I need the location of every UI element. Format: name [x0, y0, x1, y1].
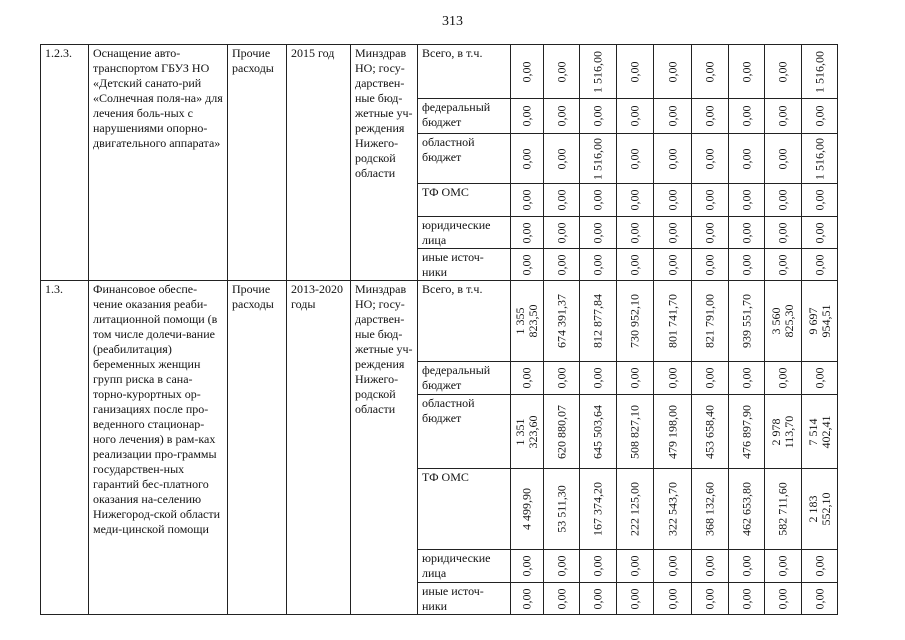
amount-cell	[802, 99, 838, 134]
amount-value: 0,00	[519, 367, 534, 389]
amount-value: 0,00	[590, 189, 605, 211]
amount-value: 0,00	[739, 222, 753, 243]
amount-value: 582 711,60	[775, 482, 790, 536]
amount-cell	[765, 184, 802, 217]
amount-cell	[580, 134, 617, 184]
amount-value: 2 978 113,70	[769, 415, 796, 448]
funding-source: иные источ-ники	[418, 583, 511, 615]
funding-source: областной бюджет	[418, 395, 511, 469]
amount-cell	[511, 395, 544, 469]
amount-value: 0,00	[519, 189, 534, 211]
amount-cell	[511, 281, 544, 362]
amount-cell	[580, 395, 617, 469]
amount-value: 0,00	[812, 189, 826, 211]
amount-value: 0,00	[665, 254, 679, 275]
amount-cell	[511, 184, 544, 217]
amount-value: 0,00	[739, 105, 753, 127]
amount-cell	[654, 134, 692, 184]
amount-value: 801 741,70	[665, 294, 679, 348]
amount-cell	[544, 362, 580, 395]
measure-name: Финансовое обеспе-чение оказания реаби-литационной помощи (в том числе долечи-вание (реабилитация) беременных женщин групп риска в сана-торно-курортных ор-ганизациях после про-веденного стационар-ного лечения) в рам-ках реализации про-граммы государствен-ных гарантий бес-платного оказания на-селению Нижегород-ской области меди-цинской помощи	[89, 281, 228, 615]
amount-value: 476 897,90	[739, 404, 753, 459]
amount-value: 0,00	[702, 254, 717, 275]
amount-cell	[617, 249, 654, 281]
amount-value: 0,00	[739, 367, 753, 389]
amount-cell	[802, 469, 838, 550]
amount-value: 0,00	[665, 61, 679, 82]
amount-value: 0,00	[702, 222, 717, 243]
amount-value: 0,00	[554, 254, 568, 275]
funding-source: областной бюджет	[418, 134, 511, 184]
amount-value: 0,00	[590, 222, 605, 243]
amount-value: 0,00	[665, 367, 679, 389]
amount-value: 0,00	[590, 555, 605, 577]
amount-cell	[617, 281, 654, 362]
amount-cell	[580, 550, 617, 583]
amount-cell	[580, 281, 617, 362]
funding-source: ТФ ОМС	[418, 184, 511, 217]
period: 2015 год	[287, 45, 351, 281]
amount-cell	[617, 583, 654, 615]
amount-cell	[511, 249, 544, 281]
amount-value: 0,00	[665, 148, 679, 169]
amount-cell	[580, 217, 617, 249]
amount-value: 4 499,90	[519, 488, 534, 530]
amount-value: 674 391,37	[554, 294, 568, 348]
amount-value: 0,00	[554, 555, 568, 577]
amount-cell	[654, 362, 692, 395]
measure-name: Оснащение авто-транспортом ГБУЗ НО «Детский санато-рий «Солнечная поля-на» для лечения боль-ных с нарушениями опорно-двигательного аппарата»	[89, 45, 228, 281]
amount-cell	[654, 583, 692, 615]
amount-value: 0,00	[702, 105, 717, 127]
amount-cell	[692, 395, 729, 469]
amount-value: 0,00	[627, 189, 642, 211]
amount-cell	[617, 362, 654, 395]
amount-value: 0,00	[519, 254, 534, 275]
amount-cell	[654, 469, 692, 550]
amount-value: 0,00	[665, 555, 679, 577]
amount-value: 0,00	[519, 588, 534, 609]
amount-value: 0,00	[702, 555, 717, 577]
funding-source: иные источ-ники	[418, 249, 511, 281]
amount-value: 0,00	[519, 61, 534, 82]
amount-cell	[580, 583, 617, 615]
amount-value: 0,00	[627, 105, 642, 127]
amount-value: 0,00	[739, 189, 753, 211]
row-code: 1.3.	[41, 281, 89, 615]
amount-cell	[765, 362, 802, 395]
amount-value: 0,00	[627, 61, 642, 82]
amount-cell	[544, 99, 580, 134]
amount-value: 167 374,20	[590, 482, 605, 536]
amount-cell	[729, 469, 765, 550]
amount-cell	[729, 583, 765, 615]
amount-cell	[617, 134, 654, 184]
amount-value: 0,00	[702, 61, 717, 82]
amount-cell	[544, 45, 580, 99]
amount-cell	[692, 99, 729, 134]
funding-source: юридические лица	[418, 550, 511, 583]
amount-cell	[802, 362, 838, 395]
amount-value: 0,00	[739, 555, 753, 577]
amount-cell	[765, 249, 802, 281]
funding-source: федеральный бюджет	[418, 362, 511, 395]
amount-cell	[802, 45, 838, 99]
amount-value: 0,00	[702, 148, 717, 169]
amount-cell	[729, 395, 765, 469]
amount-cell	[544, 395, 580, 469]
amount-value: 0,00	[554, 588, 568, 609]
table-row	[41, 281, 838, 362]
amount-cell	[617, 45, 654, 99]
amount-cell	[544, 249, 580, 281]
amount-value: 1 355 823,50	[513, 304, 540, 338]
amount-value: 1 516,00	[812, 137, 826, 180]
amount-cell	[802, 395, 838, 469]
amount-value: 0,00	[665, 189, 679, 211]
amount-cell	[802, 281, 838, 362]
amount-value: 0,00	[554, 222, 568, 243]
amount-cell	[765, 281, 802, 362]
page-number: 313	[442, 14, 463, 29]
funding-source: федеральный бюджет	[418, 99, 511, 134]
amount-cell	[802, 583, 838, 615]
amount-value: 0,00	[519, 555, 534, 577]
amount-cell	[617, 395, 654, 469]
amount-cell	[654, 217, 692, 249]
amount-cell	[692, 249, 729, 281]
amount-value: 0,00	[812, 254, 826, 275]
amount-cell	[544, 281, 580, 362]
amount-cell	[511, 217, 544, 249]
amount-value: 821 791,00	[702, 294, 717, 348]
amount-value: 0,00	[519, 222, 534, 243]
amount-value: 0,00	[665, 222, 679, 243]
amount-cell	[544, 184, 580, 217]
amount-value: 0,00	[627, 555, 642, 577]
amount-cell	[617, 184, 654, 217]
amount-cell	[692, 217, 729, 249]
amount-cell	[511, 99, 544, 134]
amount-cell	[692, 362, 729, 395]
amount-cell	[729, 249, 765, 281]
amount-cell	[511, 469, 544, 550]
amount-cell	[617, 217, 654, 249]
amount-cell	[802, 184, 838, 217]
amount-value: 479 198,00	[665, 404, 679, 459]
amount-cell	[765, 99, 802, 134]
amount-cell	[765, 469, 802, 550]
amount-value: 7 514 402,41	[805, 415, 833, 448]
amount-cell	[617, 469, 654, 550]
funding-source: юридические лица	[418, 217, 511, 249]
executor: Минздрав НО; госу-дарствен-ные бюд-жетные уч-реждения Нижего-родской области	[351, 281, 418, 615]
amount-value: 1 516,00	[590, 50, 605, 93]
amount-value: 0,00	[812, 555, 826, 577]
amount-value: 0,00	[775, 105, 790, 127]
row-code: 1.2.3.	[41, 45, 89, 281]
amount-cell	[692, 134, 729, 184]
amount-value: 0,00	[812, 105, 826, 127]
amount-value: 2 183 552,10	[805, 492, 833, 526]
amount-value: 0,00	[590, 367, 605, 389]
amount-cell	[580, 45, 617, 99]
amount-cell	[802, 249, 838, 281]
amount-cell	[692, 469, 729, 550]
amount-value: 222 125,00	[627, 482, 642, 536]
amount-value: 0,00	[554, 105, 568, 127]
amount-cell	[729, 99, 765, 134]
amount-value: 0,00	[554, 367, 568, 389]
amount-cell	[692, 184, 729, 217]
amount-cell	[729, 45, 765, 99]
amount-value: 0,00	[775, 254, 790, 275]
funding-source: ТФ ОМС	[418, 469, 511, 550]
amount-cell	[654, 281, 692, 362]
amount-cell	[654, 395, 692, 469]
amount-cell	[802, 550, 838, 583]
expense-type: Прочие расходы	[228, 281, 287, 615]
amount-cell	[692, 45, 729, 99]
amount-cell	[692, 281, 729, 362]
amount-value: 462 653,80	[739, 482, 753, 536]
amount-cell	[765, 217, 802, 249]
amount-cell	[617, 550, 654, 583]
amount-value: 0,00	[627, 148, 642, 169]
amount-cell	[802, 134, 838, 184]
amount-value: 0,00	[702, 588, 717, 609]
amount-cell	[544, 469, 580, 550]
amount-cell	[729, 134, 765, 184]
amount-value: 812 877,84	[590, 294, 605, 348]
amount-value: 508 827,10	[627, 404, 642, 459]
amount-cell	[654, 550, 692, 583]
amount-value: 0,00	[812, 588, 826, 609]
amount-value: 0,00	[665, 588, 679, 609]
amount-value: 620 880,07	[554, 404, 568, 459]
amount-value: 0,00	[812, 222, 826, 243]
amount-value: 0,00	[739, 61, 753, 82]
amount-cell	[654, 99, 692, 134]
amount-value: 0,00	[775, 61, 790, 82]
amount-value: 0,00	[590, 588, 605, 609]
amount-value: 0,00	[775, 555, 790, 577]
amount-value: 0,00	[812, 367, 826, 389]
amount-value: 322 543,70	[665, 482, 679, 536]
amount-value: 53 511,30	[554, 485, 568, 533]
amount-cell	[544, 217, 580, 249]
amount-cell	[511, 134, 544, 184]
amount-value: 0,00	[590, 105, 605, 127]
period: 2013-2020 годы	[287, 281, 351, 615]
amount-value: 939 551,70	[739, 294, 753, 348]
funding-source: Всего, в т.ч.	[418, 45, 511, 99]
budget-table	[40, 44, 838, 615]
amount-cell	[692, 583, 729, 615]
amount-cell	[765, 45, 802, 99]
amount-value: 0,00	[554, 148, 568, 169]
amount-value: 3 560 825,30	[769, 304, 796, 338]
amount-cell	[692, 550, 729, 583]
amount-cell	[729, 550, 765, 583]
amount-value: 9 697 954,51	[805, 304, 833, 338]
amount-cell	[654, 184, 692, 217]
amount-cell	[580, 249, 617, 281]
amount-value: 0,00	[627, 367, 642, 389]
amount-value: 0,00	[702, 367, 717, 389]
amount-value: 0,00	[739, 588, 753, 609]
amount-cell	[765, 583, 802, 615]
amount-cell	[544, 134, 580, 184]
amount-cell	[654, 249, 692, 281]
amount-value: 0,00	[775, 588, 790, 609]
expense-type: Прочие расходы	[228, 45, 287, 281]
amount-cell	[765, 395, 802, 469]
amount-cell	[511, 45, 544, 99]
amount-cell	[765, 134, 802, 184]
amount-value: 0,00	[775, 367, 790, 389]
amount-cell	[544, 550, 580, 583]
amount-cell	[580, 184, 617, 217]
amount-value: 0,00	[665, 105, 679, 127]
amount-value: 645 503,64	[590, 404, 605, 459]
amount-cell	[729, 362, 765, 395]
amount-value: 0,00	[739, 148, 753, 169]
amount-cell	[802, 217, 838, 249]
amount-cell	[580, 469, 617, 550]
amount-value: 0,00	[739, 254, 753, 275]
amount-cell	[729, 281, 765, 362]
funding-source: Всего, в т.ч.	[418, 281, 511, 362]
amount-value: 0,00	[554, 61, 568, 82]
amount-cell	[617, 99, 654, 134]
table-row	[41, 45, 838, 99]
amount-cell	[729, 184, 765, 217]
amount-cell	[511, 550, 544, 583]
amount-value: 1 516,00	[590, 137, 605, 180]
amount-cell	[511, 583, 544, 615]
amount-cell	[580, 99, 617, 134]
amount-value: 0,00	[519, 105, 534, 127]
amount-value: 0,00	[590, 254, 605, 275]
amount-cell	[654, 45, 692, 99]
amount-value: 0,00	[627, 588, 642, 609]
amount-cell	[765, 550, 802, 583]
amount-value: 368 132,60	[702, 482, 717, 536]
amount-value: 0,00	[775, 222, 790, 243]
amount-value: 0,00	[775, 189, 790, 211]
amount-value: 0,00	[627, 222, 642, 243]
amount-cell	[729, 217, 765, 249]
amount-value: 1 351 323,60	[513, 415, 540, 448]
amount-value: 0,00	[775, 148, 790, 169]
amount-value: 0,00	[554, 189, 568, 211]
amount-value: 0,00	[702, 189, 717, 211]
amount-value: 730 952,10	[627, 294, 642, 348]
executor: Минздрав НО; госу-дарствен-ные бюд-жетные уч-реждения Нижего-родской области	[351, 45, 418, 281]
amount-value: 1 516,00	[812, 50, 826, 93]
amount-cell	[580, 362, 617, 395]
amount-value: 453 658,40	[702, 404, 717, 459]
amount-cell	[511, 362, 544, 395]
amount-value: 0,00	[627, 254, 642, 275]
amount-cell	[544, 583, 580, 615]
amount-value: 0,00	[519, 148, 534, 169]
